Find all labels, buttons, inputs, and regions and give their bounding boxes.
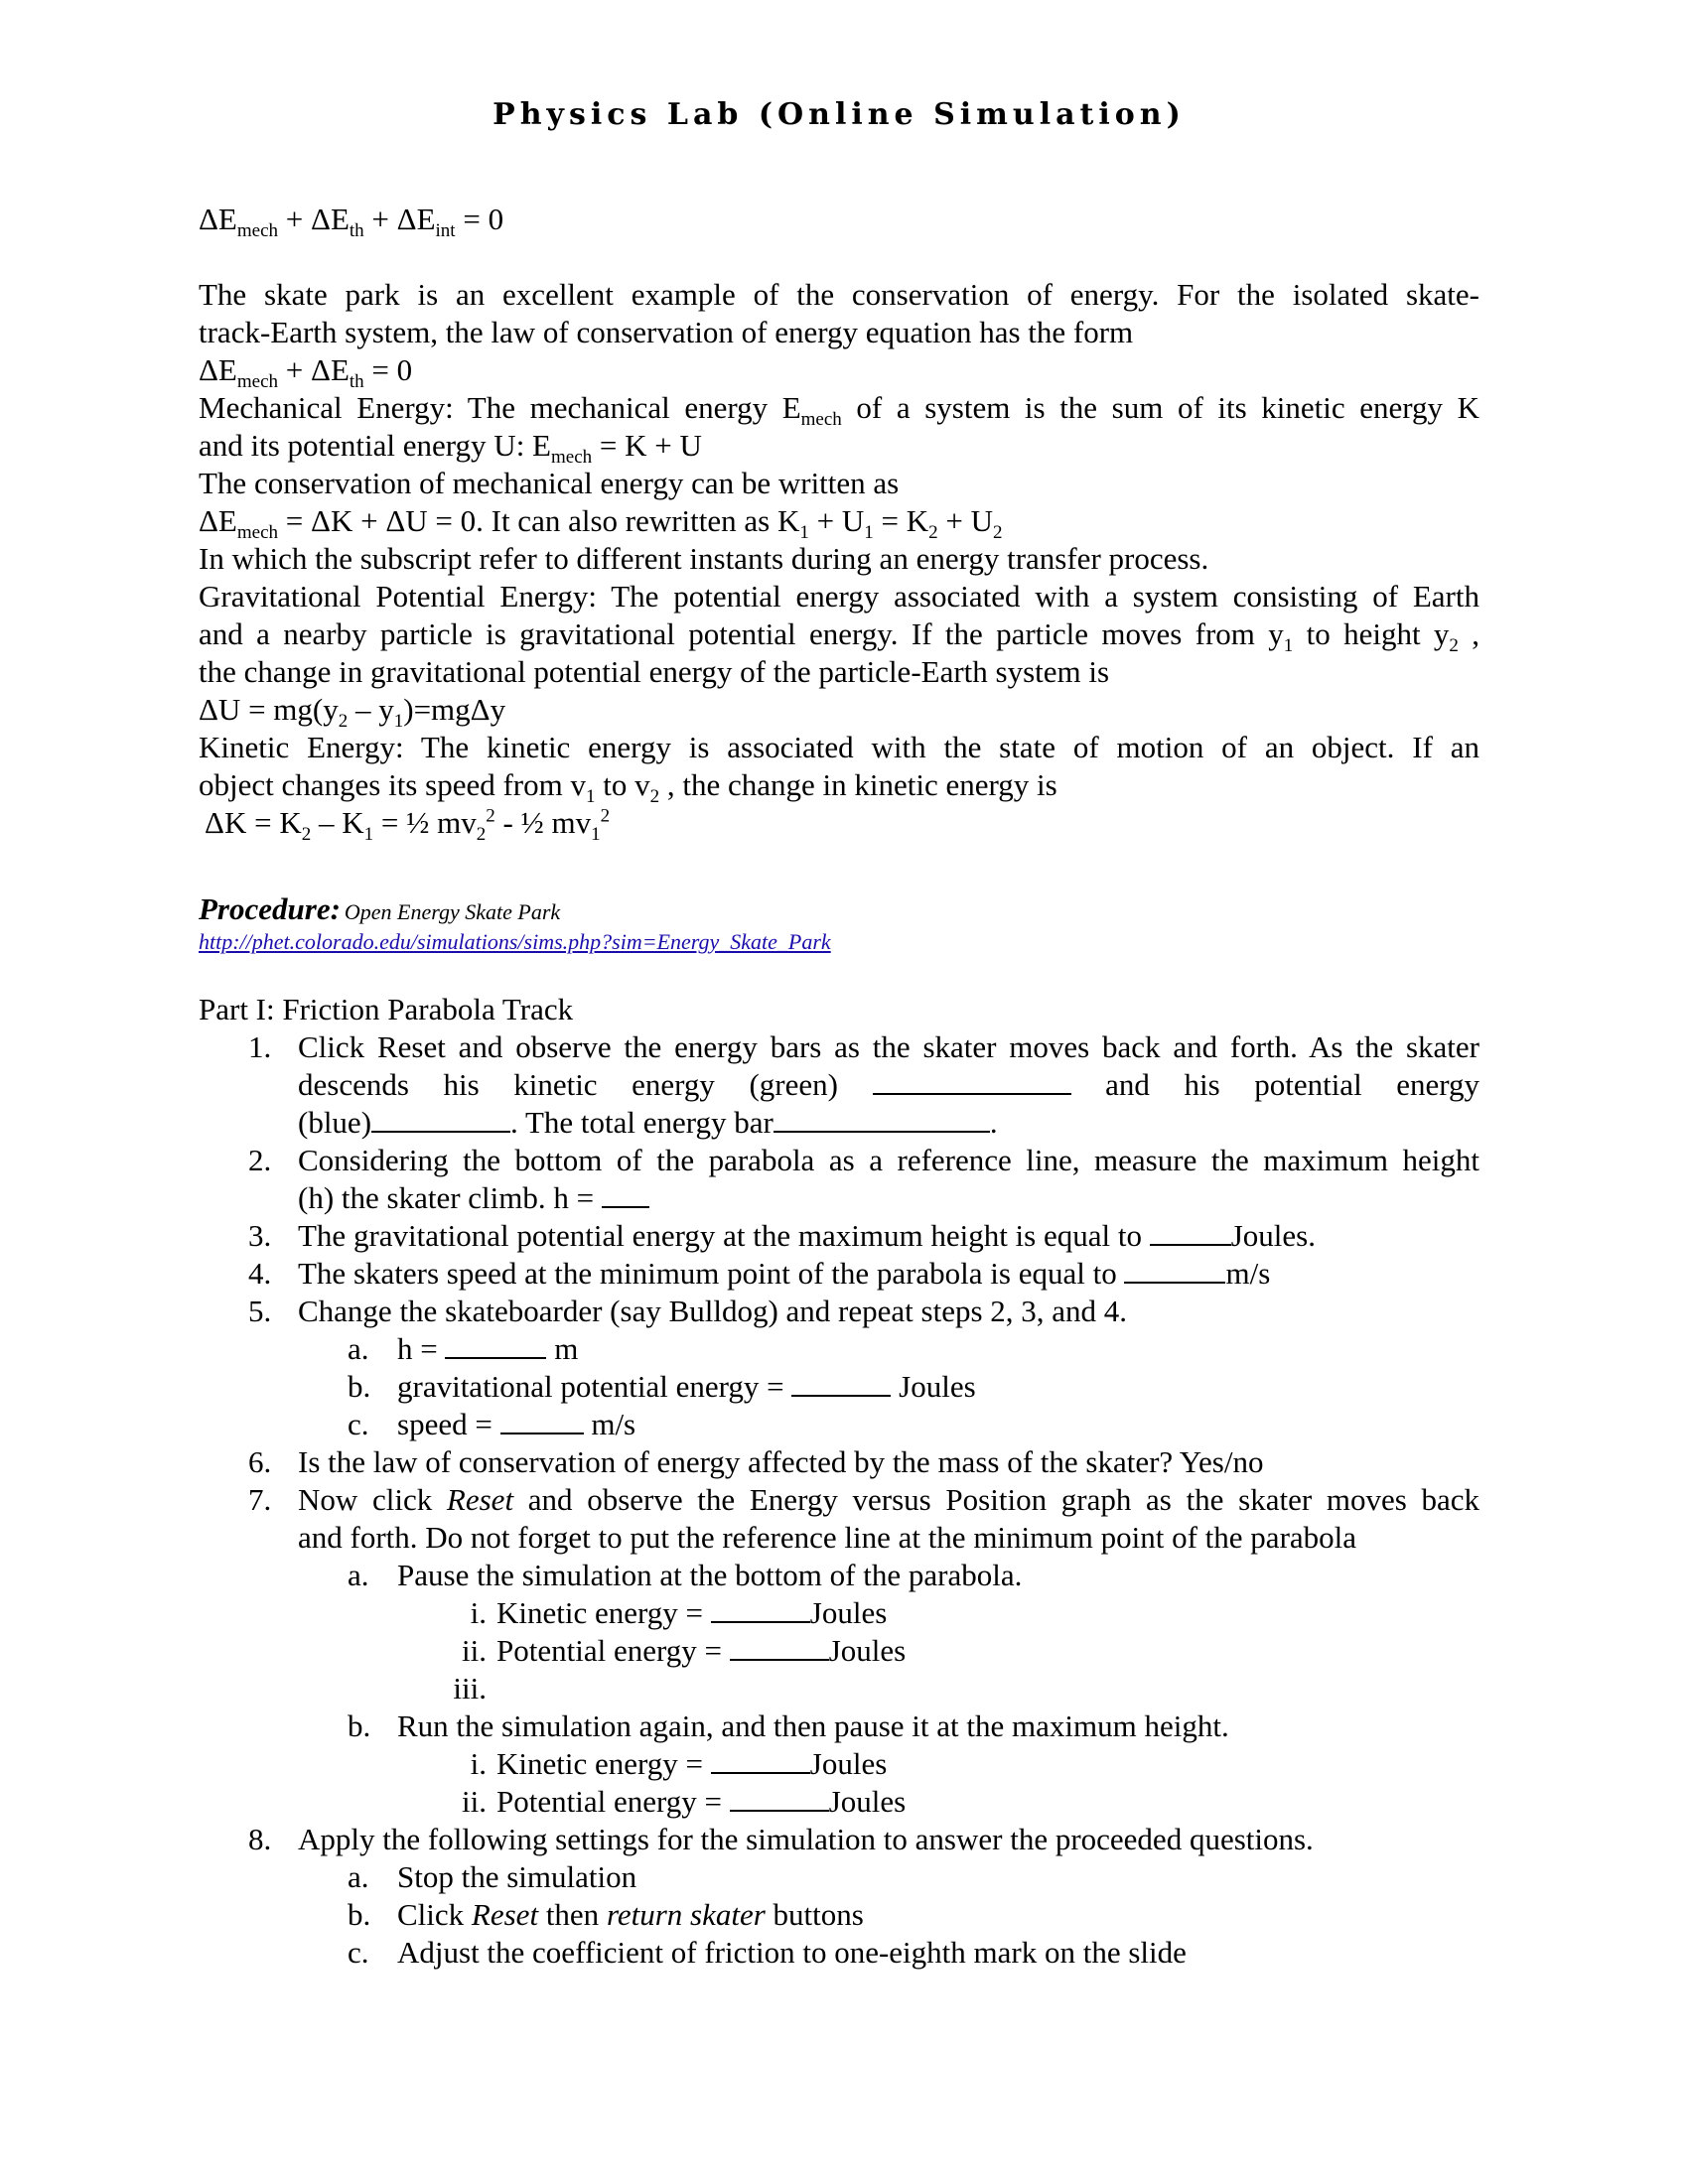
list-item-1: 1. Click Reset and observe the energy bars as the skater moves back and forth. As the skater: [248, 1029, 1479, 1064]
list-item-3: 3. The gravitational potential energy at the maximum height is equal to Joules.: [248, 1218, 1316, 1253]
answer-blank[interactable]: [711, 1595, 810, 1623]
gravitational-energy-definition: and a nearby particle is gravitational potential energy. If the particle moves from $y_1$ to height $y_2$ ,: [199, 616, 1479, 657]
intro-paragraph-line: track-Earth system, the law of conservation of energy equation has the form: [199, 315, 1134, 349]
answer-blank[interactable]: [445, 1331, 546, 1359]
answer-blank[interactable]: [1150, 1218, 1231, 1246]
part1-heading: Part I: Friction Parabola Track: [199, 992, 574, 1026]
kinetic-energy-equation: $\Delta K = K_2 - K_1$ = ½ $mv_2^2$ - ½ $mv_1^2$: [199, 805, 611, 846]
answer-blank[interactable]: [730, 1784, 829, 1812]
answer-blank[interactable]: [730, 1633, 829, 1661]
sub-item: a. Pause the simulation at the bottom of the parabola.: [348, 1558, 1023, 1592]
sub-item: a. h = m: [348, 1331, 579, 1366]
part1-section: Part I: Friction Parabola Track 1. Click Reset and observe the energy bars as the skater moves back and forth. As the skater descends his kinetic energy (green) and his potential energy (blue) . The total energy bar . 2. Considering the bottom of the parabola as a reference line, measure the maximum height (h) the skater climb. h = 3. The gravitational potential energy at the maximum height is equal to Joules. 4. The skaters speed at the minimum point of the parabola is equal to m/s 5. Change the skateboarder (say Bulldog) and repeat steps 2, 3, and 4. a. h = m b. gravitational potential energy = Joules c. speed = m/s 6. Is the law of conservation of energy affected by the mass of the skater? Yes/no 7. Now click Reset and observe the Energy versus Position graph as the skater moves back and forth. Do not forget to put the reference line at the minimum point of the parabola a. Pause the simulation at the bottom of the parabola. i. Kinetic energy = Joules ii. Potential energy = Joules iii. b. Run the simulation again, and then pause it at the maximum height. i. Kinetic energy = Joules ii. Potential energy = Joules 8. Apply the following settings for the simulation to answer the proceeded questions. a. Stop the simulation b. Click Reset then return skater buttons c. Adjust the coefficient of friction to one-eighth mark on the slide: [199, 992, 1480, 1970]
list-item-7: 7. Now click Reset and observe the Energy versus Position graph as the skater moves back: [248, 1482, 1479, 1517]
answer-blank[interactable]: [774, 1105, 990, 1133]
sub-item: b. gravitational potential energy = Joules: [348, 1369, 976, 1404]
mechanical-energy-definition: Mechanical Energy: The mechanical energy $E_{mech}$ of a system is the sum of its kinetic energy K: [199, 390, 1479, 431]
sub-sub-item: ii. Potential energy = Joules: [462, 1784, 907, 1819]
kinetic-energy-definition: object changes its speed from $v_1$ to $v_2$ , the change in kinetic energy is: [199, 767, 1057, 808]
gravitational-energy-equation: $\Delta U = mg(y_2 - y_1)=mg\Delta y$: [199, 692, 506, 733]
list-item-4: 4. The skaters speed at the minimum point of the parabola is equal to m/s: [248, 1256, 1271, 1291]
list-item-8: 8. Apply the following settings for the simulation to answer the proceeded questions.: [248, 1822, 1314, 1856]
sub-sub-item: i. Kinetic energy = Joules: [470, 1746, 888, 1781]
answer-blank[interactable]: [1124, 1256, 1225, 1284]
isolated-system-equation: $\Delta E_{mech} + \Delta E_{th} = 0$: [199, 352, 413, 393]
answer-blank[interactable]: [711, 1746, 810, 1774]
conservation-equation: $\Delta E_{mech} = \Delta K + \Delta U = 0$. It can also rewritten as $K_1 + U_1 = K_2 + U_2$: [199, 503, 1003, 544]
procedure-text: Open Energy Skate Park: [344, 899, 561, 924]
answer-blank[interactable]: [500, 1407, 584, 1434]
sub-item: a. Stop the simulation: [348, 1859, 637, 1894]
answer-blank[interactable]: [371, 1105, 510, 1133]
kinetic-energy-definition: Kinetic Energy: The kinetic energy is associated with the state of motion of an object. If an: [199, 730, 1479, 764]
sub-item: b. Click Reset then return skater buttons: [348, 1897, 864, 1932]
sub-sub-item: ii. Potential energy = Joules: [462, 1633, 907, 1668]
answer-blank[interactable]: [873, 1067, 1071, 1095]
gravitational-energy-definition: the change in gravitational potential energy of the particle-Earth system is: [199, 654, 1110, 689]
list-item-2: 2. Considering the bottom of the parabola as a reference line, measure the maximum height: [248, 1143, 1479, 1177]
procedure-heading: [199, 891, 560, 927]
sub-item: c. Adjust the coefficient of friction to one-eighth mark on the slide: [348, 1935, 1187, 1970]
energy-equation-general: $\Delta E_{mech} + \Delta E_{th} + \Delta E_{int} = 0$: [199, 202, 504, 242]
list-item-5: 5. Change the skateboarder (say Bulldog) and repeat steps 2, 3, and 4.: [248, 1294, 1128, 1328]
procedure-label: Procedure:: [199, 891, 341, 926]
conservation-text: The conservation of mechanical energy can be written as: [199, 466, 900, 500]
list-item-6: 6. Is the law of conservation of energy affected by the mass of the skater? Yes/no: [248, 1444, 1264, 1479]
sub-sub-item: i. Kinetic energy = Joules: [470, 1595, 888, 1630]
sub-sub-item: iii.: [453, 1671, 487, 1706]
gravitational-energy-definition: Gravitational Potential Energy: The potential energy associated with a system consisting of Earth: [199, 579, 1479, 614]
sub-item: c. speed = m/s: [348, 1407, 636, 1441]
subscript-note: In which the subscript refer to different instants during an energy transfer process.: [199, 541, 1209, 576]
sub-item: b. Run the simulation again, and then pause it at the maximum height.: [348, 1708, 1229, 1743]
page-title: Physics Lab (Online Simulation): [492, 97, 1186, 132]
mechanical-energy-definition: and its potential energy U: $E_{mech} = K + U$: [199, 428, 702, 469]
intro-section: [199, 276, 1479, 846]
phet-simulation-link[interactable]: http://phet.colorado.edu/simulations/sims.php?sim=Energy_Skate_Park: [199, 929, 831, 954]
answer-blank[interactable]: [791, 1369, 891, 1397]
answer-blank[interactable]: [602, 1180, 649, 1208]
intro-paragraph-line: The skate park is an excellent example of the conservation of energy. For the isolated skate-: [199, 277, 1479, 312]
